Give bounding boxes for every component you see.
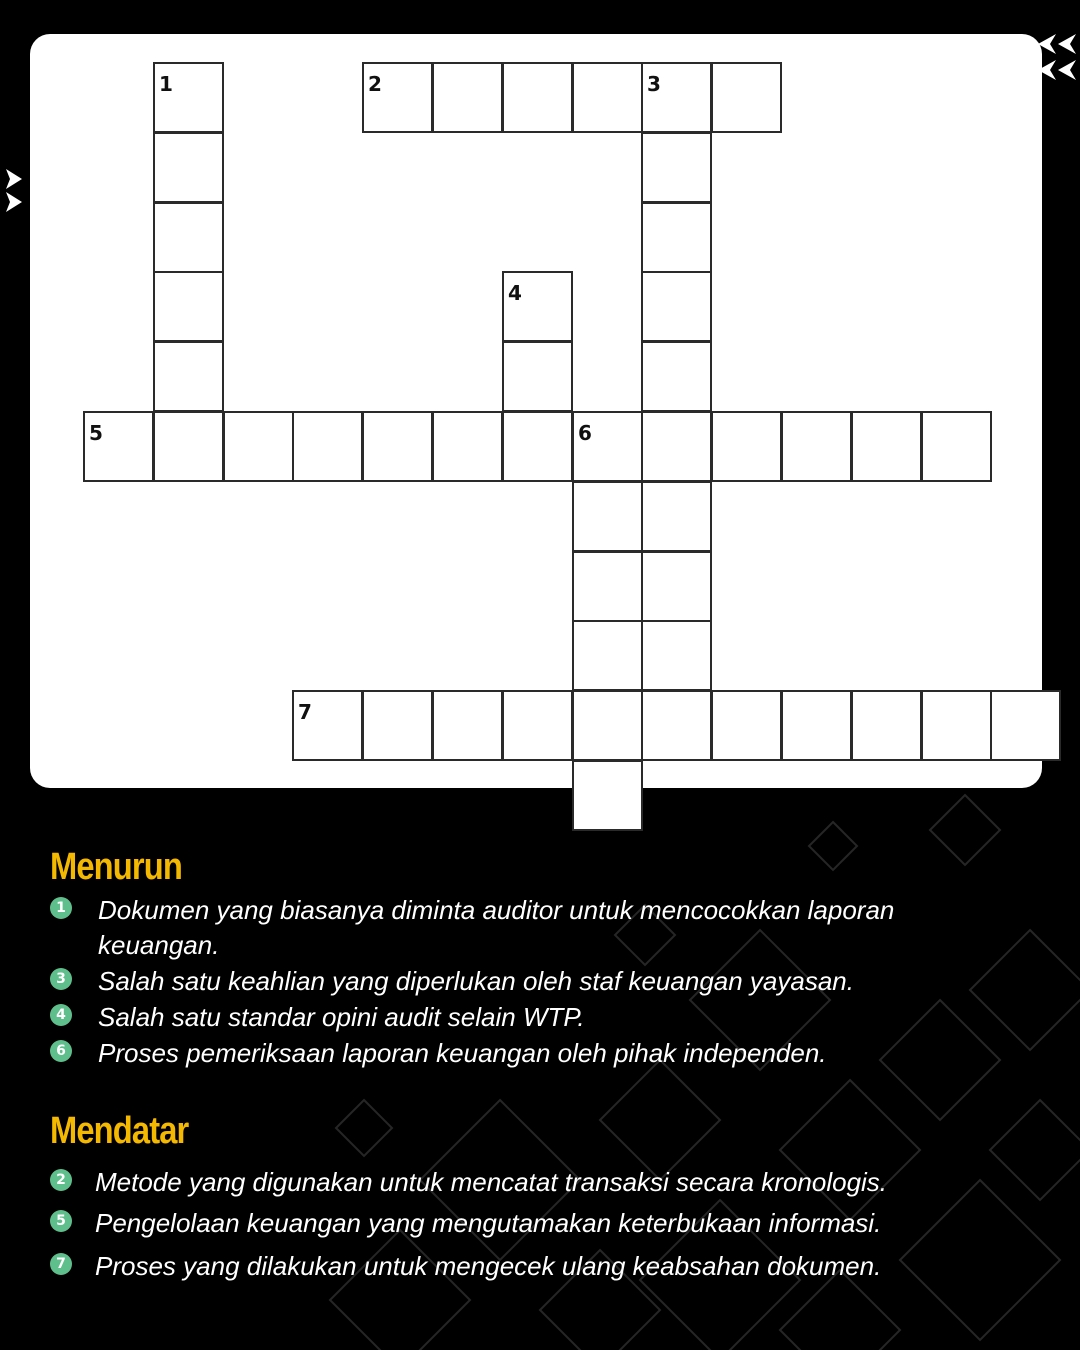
crossword-cell[interactable] [641, 411, 712, 482]
crossword-cell[interactable] [153, 132, 224, 203]
crossword-cell[interactable] [711, 411, 782, 482]
menurun-clue-6 [50, 1036, 1010, 1071]
clue-number-badge: 7 [50, 1253, 72, 1275]
crossword-cell[interactable] [223, 411, 294, 482]
crossword-cell[interactable] [502, 62, 573, 133]
crossword-cell[interactable] [921, 411, 992, 482]
crossword-cell[interactable] [502, 690, 573, 761]
cell-number: 5 [89, 421, 103, 445]
crossword-cell[interactable] [432, 690, 503, 761]
crossword-cell[interactable] [572, 62, 643, 133]
crossword-cell[interactable] [641, 271, 712, 342]
clue-text: Dokumen yang biasanya diminta auditor untuk mencocokkan laporan keuangan. [98, 895, 895, 960]
crossword-card [30, 34, 1042, 788]
crossword-cell[interactable] [641, 62, 712, 133]
clue-number-badge: 6 [50, 1040, 72, 1062]
clue-number-badge: 3 [50, 968, 72, 990]
crossword-cell[interactable] [292, 411, 363, 482]
crossword-cell[interactable] [572, 481, 643, 552]
mendatar-clue-2 [50, 1165, 1010, 1200]
clue-number-badge: 2 [50, 1169, 72, 1191]
crossword-cell[interactable] [153, 411, 224, 482]
crossword-cell[interactable] [572, 551, 643, 622]
clue-text: Salah satu keahlian yang diperlukan oleh staf keuangan yayasan. [98, 966, 854, 996]
crossword-cell[interactable] [641, 202, 712, 273]
clue-text: Proses pemeriksaan laporan keuangan oleh pihak independen. [98, 1038, 827, 1068]
crossword-cell[interactable] [711, 62, 782, 133]
mendatar-clue-5 [50, 1206, 1010, 1241]
crossword-cell[interactable] [572, 620, 643, 691]
crossword-cell[interactable] [572, 760, 643, 831]
crossword-cell[interactable] [641, 341, 712, 412]
crossword-cell[interactable] [781, 690, 852, 761]
crossword-cell[interactable] [362, 62, 433, 133]
cell-number: 2 [368, 72, 382, 96]
crossword-cell[interactable] [781, 411, 852, 482]
crossword-cell[interactable] [990, 690, 1061, 761]
cell-number: 4 [508, 281, 522, 305]
clue-number-badge: 4 [50, 1004, 72, 1026]
crossword-cell[interactable] [851, 411, 922, 482]
cell-number: 7 [298, 700, 312, 724]
crossword-cell[interactable] [641, 481, 712, 552]
crossword-cell[interactable] [432, 62, 503, 133]
crossword-cell[interactable] [153, 202, 224, 273]
arrow-decoration-left [0, 165, 34, 215]
menurun-clue-3 [50, 964, 1010, 999]
mendatar-title: Mendatar [50, 1110, 189, 1152]
cell-number: 6 [578, 421, 592, 445]
crossword-cell[interactable] [502, 271, 573, 342]
crossword-cell[interactable] [572, 690, 643, 761]
clue-text: Pengelolaan keuangan yang mengutamakan keterbukaan informasi. [95, 1208, 882, 1238]
cell-number: 3 [647, 72, 661, 96]
crossword-cell[interactable] [502, 411, 573, 482]
cell-number: 1 [159, 72, 173, 96]
clue-text: Metode yang digunakan untuk mencatat transaksi secara kronologis. [95, 1167, 888, 1197]
crossword-cell[interactable] [432, 411, 503, 482]
crossword-cell[interactable] [641, 620, 712, 691]
clue-text: Proses yang dilakukan untuk mengecek ulang keabsahan dokumen. [95, 1251, 882, 1281]
crossword-cell[interactable] [711, 690, 782, 761]
crossword-cell[interactable] [572, 411, 643, 482]
crossword-cell[interactable] [153, 341, 224, 412]
crossword-cell[interactable] [153, 62, 224, 133]
menurun-clue-4 [50, 1000, 1010, 1035]
clue-text: Salah satu standar opini audit selain WTP. [98, 1002, 585, 1032]
crossword-cell[interactable] [153, 271, 224, 342]
menurun-title: Menurun [50, 846, 182, 888]
crossword-grid [30, 34, 1042, 788]
crossword-cell[interactable] [292, 690, 363, 761]
crossword-cell[interactable] [83, 411, 154, 482]
crossword-cell[interactable] [851, 690, 922, 761]
mendatar-clue-7 [50, 1249, 1010, 1284]
clue-number-badge: 1 [50, 897, 72, 919]
crossword-cell[interactable] [502, 341, 573, 412]
clue-number-badge: 5 [50, 1210, 72, 1232]
crossword-cell[interactable] [641, 551, 712, 622]
crossword-cell[interactable] [362, 690, 433, 761]
menurun-clue-1 [50, 893, 1010, 963]
crossword-cell[interactable] [362, 411, 433, 482]
crossword-cell[interactable] [641, 132, 712, 203]
crossword-cell[interactable] [641, 690, 712, 761]
crossword-cell[interactable] [921, 690, 992, 761]
